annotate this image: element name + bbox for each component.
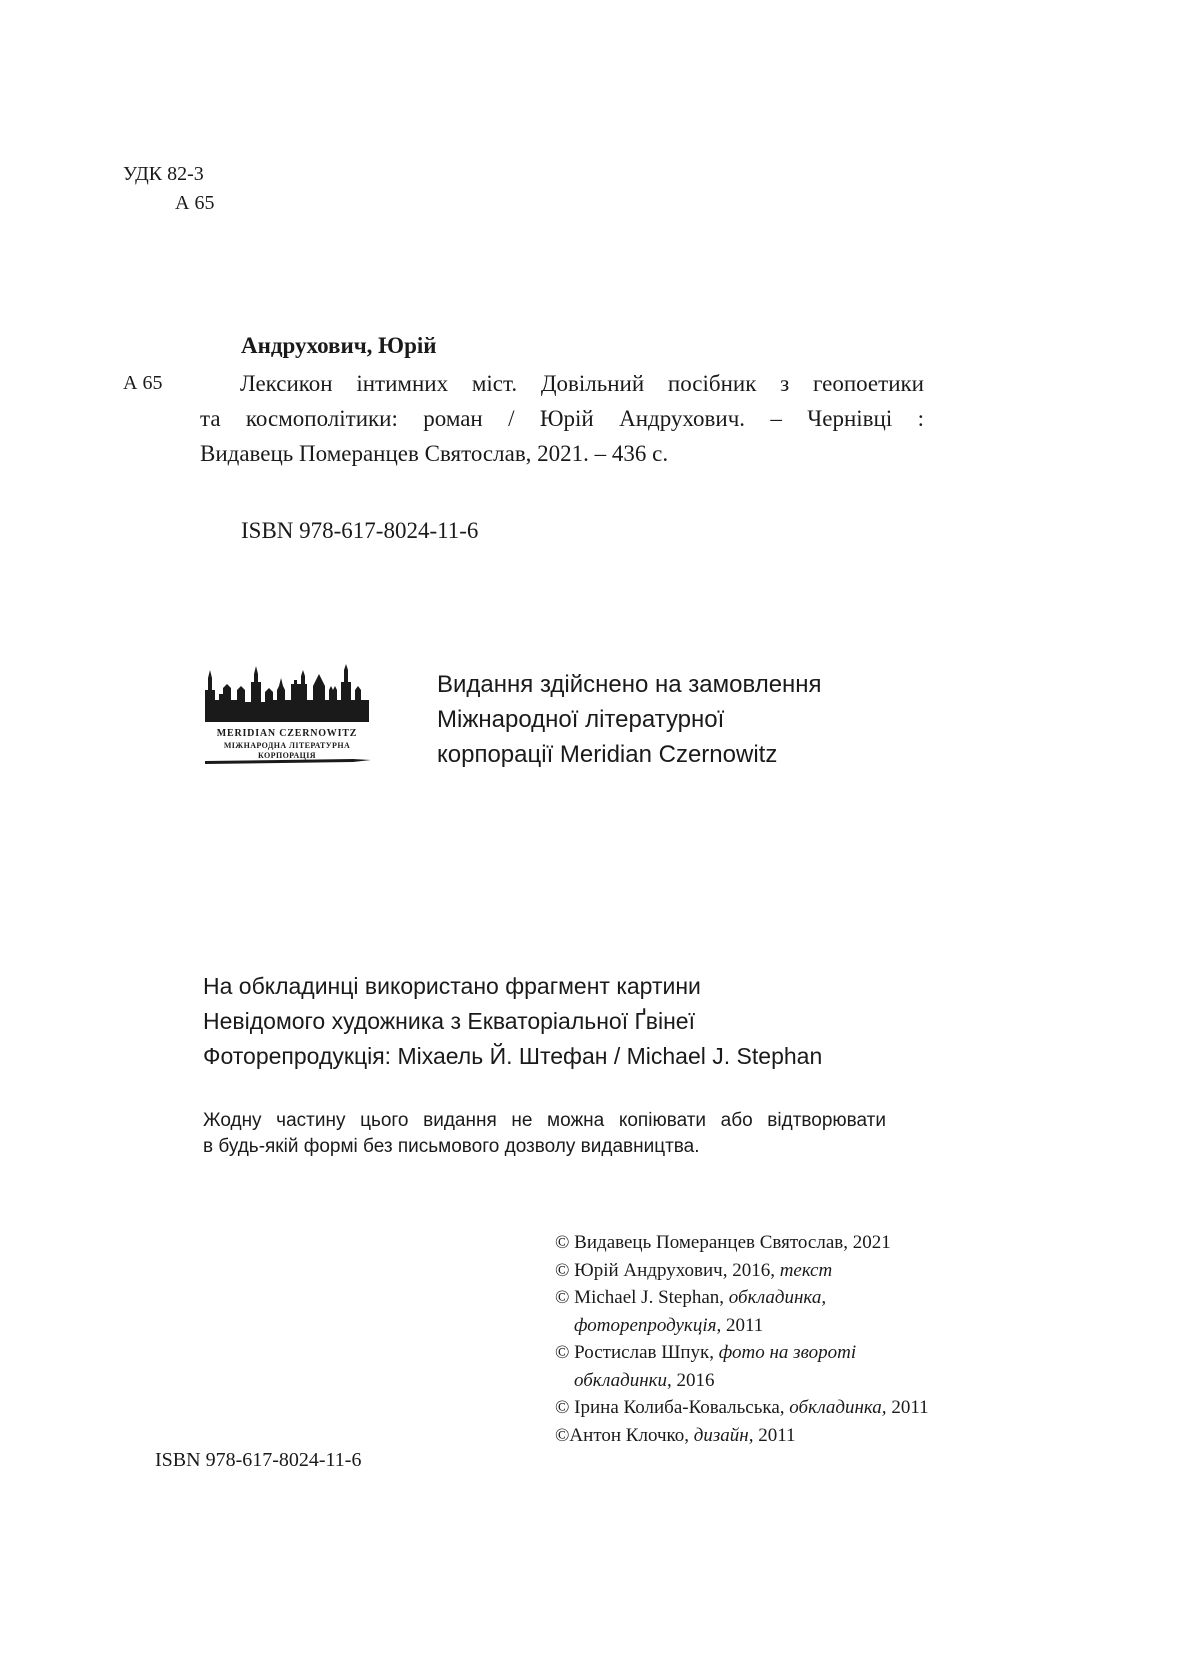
author-cipher: А 65 — [123, 372, 163, 394]
udk-code: УДК 82-3 — [123, 163, 204, 185]
copyright-line: ©Антон Клочко, дизайн, 2011 — [555, 1424, 796, 1446]
cover-line: На обкладинці використано фрагмент картини — [203, 973, 701, 999]
logo-subtitle: КОРПОРАЦІЯ — [258, 751, 316, 760]
rights-note — [203, 1108, 886, 1160]
isbn-entry: ISBN 978-617-8024-11-6 — [241, 518, 479, 543]
copyright-line: © Ірина Колиба-Ковальська, обкладинка, 2011 — [555, 1397, 929, 1418]
copyright-line: фоторепродукція, 2011 — [574, 1314, 764, 1336]
copyright-line: обкладинки, 2016 — [574, 1369, 715, 1391]
commission-line: Видання здійснено на замовлення — [437, 671, 822, 698]
rights-line: в будь-якій формі без письмового дозволу видавництва. — [203, 1136, 700, 1157]
cover-line: Невідомого художника з Екваторіальної Ґвінеї — [203, 1008, 695, 1034]
bibliographic-description — [200, 366, 924, 471]
bbk-code: А 65 — [175, 192, 215, 214]
description-line: Видавець Померанцев Святослав, 2021. – 436 с. — [200, 441, 669, 466]
description-line: та космополітики: роман / Юрій Андрухович. – Чернівці : — [200, 406, 924, 431]
meridian-czernowitz-logo — [203, 660, 371, 790]
author-name: Андрухович, Юрій — [241, 333, 437, 358]
logo-name: MERIDIAN CZERNOWITZ — [216, 728, 358, 739]
commission-line: Міжнародної літературної — [437, 706, 725, 733]
copyright-line: © Ростислав Шпук, фото на звороті — [555, 1342, 857, 1363]
copyright-line: © Юрій Андрухович, 2016, текст — [555, 1259, 833, 1281]
copyright-line: © Michael J. Stephan, обкладинка, — [555, 1287, 827, 1308]
cover-note — [203, 969, 822, 1074]
description-line: Лексикон інтимних міст. Довільний посібник з геопоетики — [240, 371, 924, 396]
commission-line: корпорації Meridian Czernowitz — [437, 741, 778, 768]
commission-note — [437, 667, 822, 772]
isbn-footer: ISBN 978-617-8024-11-6 — [155, 1449, 362, 1471]
copyright-line: © Видавець Померанцев Святослав, 2021 — [555, 1232, 891, 1253]
rights-line: Жодну частину цього видання не можна копіювати або відтворювати — [203, 1110, 886, 1131]
city-skyline-icon — [203, 660, 371, 790]
cover-line: Фоторепродукція: Міхаель Й. Штефан / Michael J. Stephan — [203, 1043, 823, 1069]
copyright-block — [555, 1229, 929, 1449]
logo-subtitle: МІЖНАРОДНА ЛІТЕРАТУРНА — [223, 741, 351, 750]
